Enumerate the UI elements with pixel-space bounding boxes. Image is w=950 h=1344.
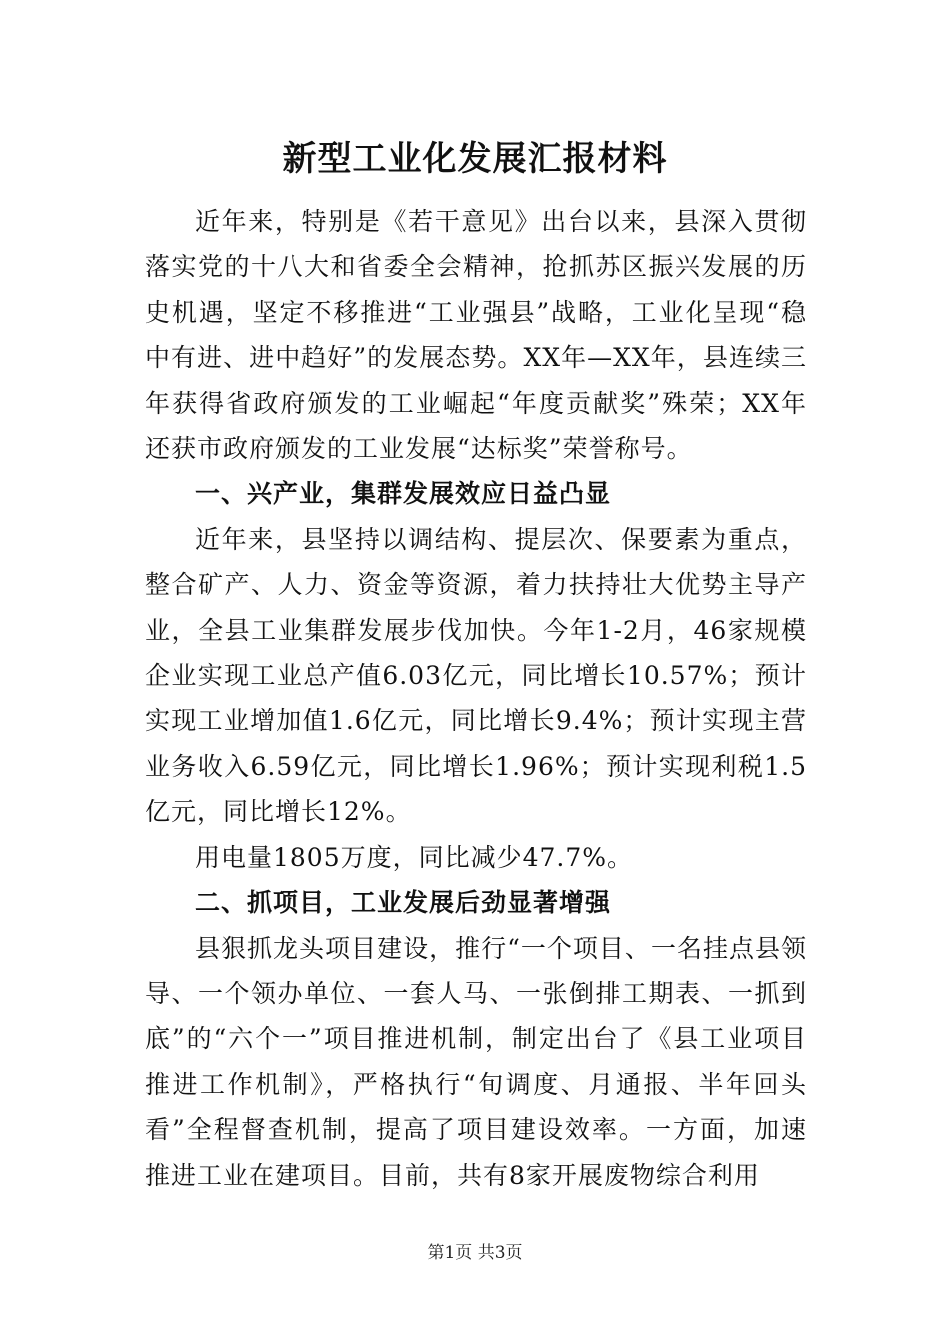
- page-footer: 第1页 共3页: [427, 1243, 523, 1263]
- intro-paragraph: 近年来，特别是《若干意见》出台以来，县深入贯彻落实党的十八大和省委全会精神，抢抓苏区振兴发展的历史机遇，坚定不移推进“工业强县”战略，工业化呈现“稳中有进、进中趋好”的发展态势。XX年—XX年，县连续三年获得省政府颁发的工业崛起“年度贡献奖”殊荣；XX年还获市政府颁发的工业发展“达标奖”荣誉称号。: [145, 207, 807, 464]
- section-2-paragraph-1: 县狠抓龙头项目建设，推行“一个项目、一名挂点县领导、一个领办单位、一套人马、一张倒排工期表、一抓到底”的“六个一”项目推进机制，制定出台了《县工业项目推进工作机制》，严格执行“旬调度、月通报、半年回头看”全程督查机制，提高了项目建设效率。一方面，加速推进工业在建项目。目前，共有8家开展废物综合利用: [145, 933, 807, 1190]
- section-heading-2: 二、抓项目，工业发展后劲显著增强: [195, 888, 612, 918]
- section-1-paragraph-1: 近年来，县坚持以调结构、提层次、保要素为重点，整合矿产、人力、资金等资源，着力扶持壮大优势主导产业，全县工业集群发展步伐加快。今年1-2月，46家规模企业实现工业总产值6.03亿元，同比增长10.57%；预计实现工业增加值1.6亿元，同比增长9.4%；预计实现主营业务收入6.59亿元，同比增长1.96%；预计实现利税1.5亿元，同比增长12%。: [145, 524, 807, 827]
- document-body: [145, 199, 807, 1198]
- section-1-paragraph-2: 用电量1805万度，同比减少47.7%。: [195, 842, 634, 872]
- document-title: 新型工业化发展汇报材料: [282, 139, 668, 179]
- section-heading-1: 一、兴产业，集群发展效应日益凸显: [195, 479, 612, 509]
